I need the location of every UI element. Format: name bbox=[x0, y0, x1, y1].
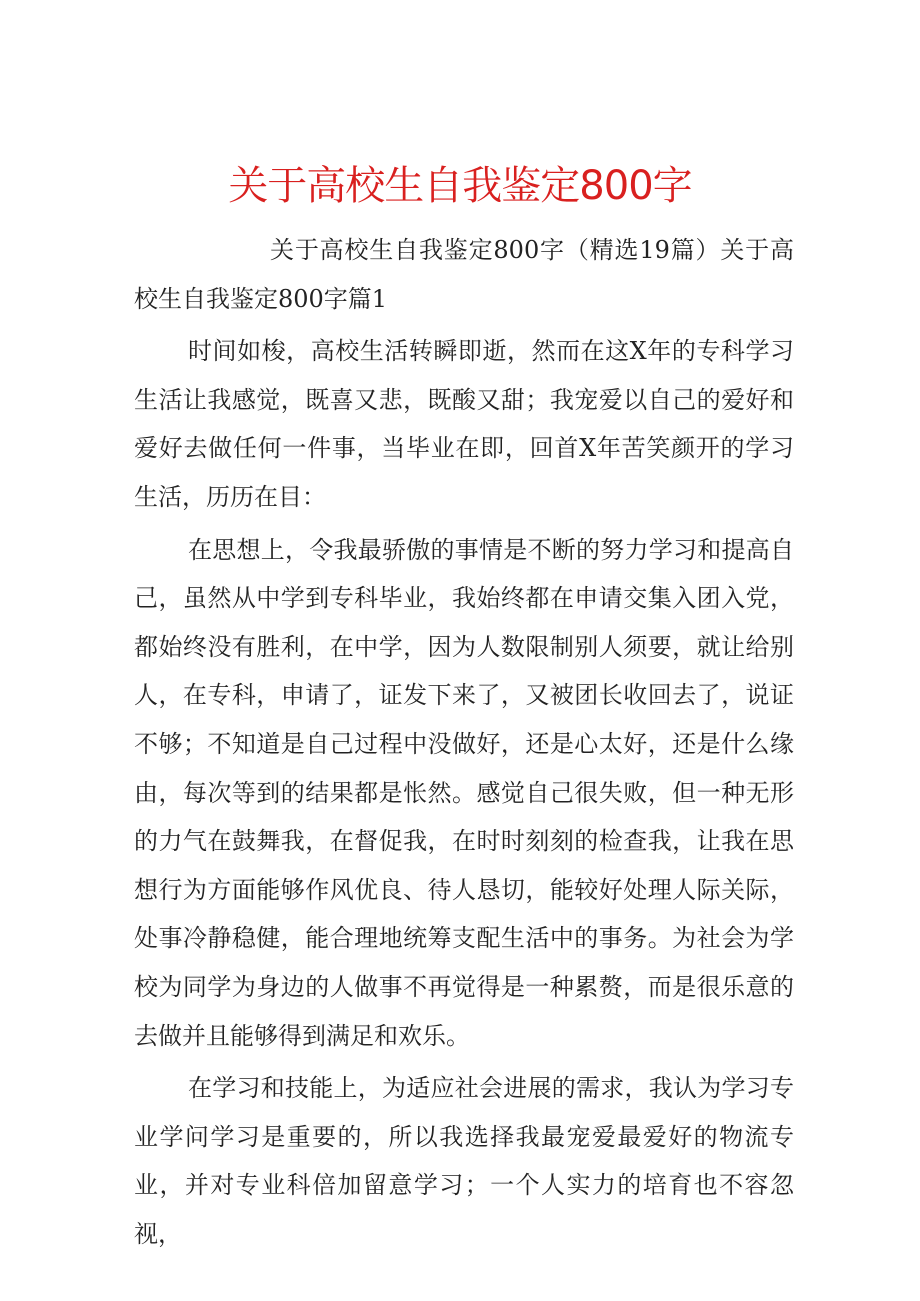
body-paragraph: 时间如梭，高校生活转瞬即逝，然而在这X年的专科学习生活让我感觉，既喜又悲，既酸又甜；我宠爱以自己的爱好和爱好去做任何一件事，当毕业在即，回首X年苦笑颜开的学习生活，历历在目： bbox=[134, 337, 794, 511]
document-body bbox=[134, 226, 794, 1258]
body-paragraph: 在思想上，令我最骄傲的事情是不断的努力学习和提高自己，虽然从中学到专科毕业，我始终都在申请交集入团入党，都始终没有胜利，在中学，因为人数限制别人须要，就让给别人，在专科，申请了，证发下来了，又被团长收回去了，说证不够；不知道是自己过程中没做好，还是心太好，还是什么缘由，每次等到的结果都是怅然。感觉自己很失败，但一种无形的力气在鼓舞我，在督促我，在时时刻刻的检查我，让我在思想行为方面能够作风优良、待人恳切，能较好处理人际关际，处事冷静稳健，能合理地统筹支配生活中的事务。为社会为学校为同学为身边的人做事不再觉得是一种累赘，而是很乐意的去做并且能够得到满足和欢乐。 bbox=[134, 535, 794, 1050]
intro-paragraph: 关于高校生自我鉴定800字（精选19篇）关于高校生自我鉴定800字篇1 bbox=[134, 236, 794, 313]
document-title: 关于高校生自我鉴定800字 bbox=[228, 163, 692, 209]
body-paragraph: 在学习和技能上，为适应社会进展的需求，我认为学习专业学问学习是重要的，所以我选择我最宠爱最爱好的物流专业，并对专业科倍加留意学习；一个人实力的培育也不容忽视， bbox=[134, 1074, 794, 1248]
